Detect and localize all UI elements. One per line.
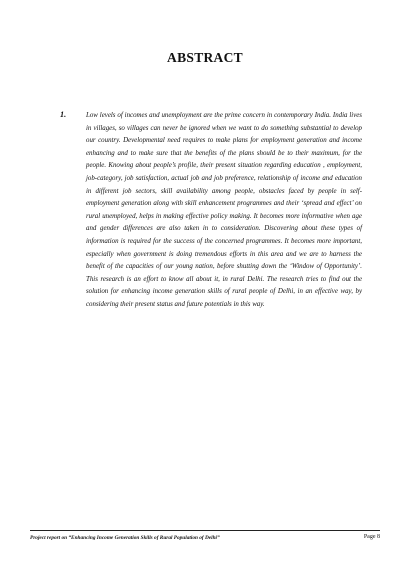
footer-divider xyxy=(30,530,380,531)
abstract-paragraph: Low levels of incomes and unemployment are the prime concern in contemporary India. India lives in villages, so villages can never be ignored when we want to do something substantial to develop our country. Developmental need requires to make plans for employment generation and income enhancing and to make sure that the benefits of the plans should be to their maximum, for the people. Knowing about people’s profile, their present situation regarding education , employment, job-category, job satisfaction, actual job and job preference, relationship of income and education in different job sectors, skill availability among people, obstacles faced by people in self- employment generation along with skill enhancement programmes and their ‘spread and effect’ on rural unemployed, helps in making effective policy making. It becomes more informative when age and gender differences are also taken in to consideration. Discovering about these types of information is required for the success of the concerned programmes. It becomes more important, especially when government is doing tremendous efforts in this area and we are to harness the benefit of the capacities of our young nation, before shutting down the ‘Window of Opportunity’. This research is an effort to know all about it, in rural Delhi. The research tries to find out the solution for enhancing income generation skills of rural people of Delhi, in an effective way, by considering their present status and future potentials in this way. xyxy=(86,112,362,308)
page-title: ABSTRACT xyxy=(167,50,243,65)
footer-report-title: Project report on “Enhancing Income Generation Skills of Rural Population of Delhi” xyxy=(30,535,220,541)
abstract-item xyxy=(60,110,362,312)
item-number: 1. xyxy=(60,110,67,119)
footer-page-number: Page 8 xyxy=(363,534,380,540)
